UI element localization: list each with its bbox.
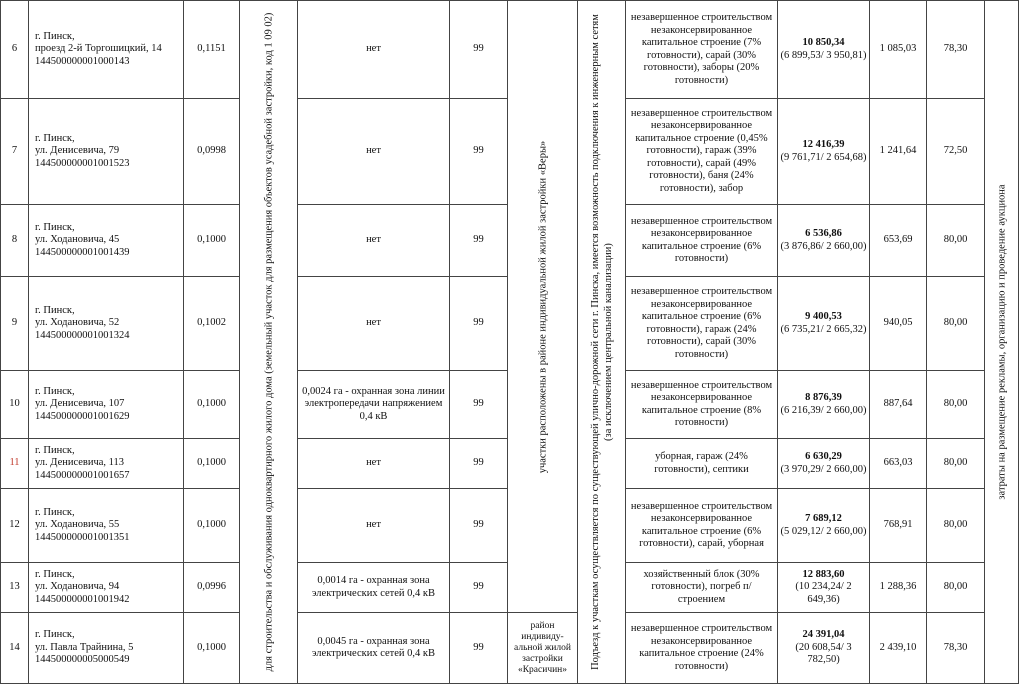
lot-deposit: 1 085,03 (870, 1, 927, 99)
lot-share: 99 (450, 439, 508, 489)
lot-description: хозяйственный блок (30% готовности), погреб п/строением (626, 563, 778, 613)
lot-number: 10 (1, 371, 29, 439)
lot-number: 6 (1, 1, 29, 99)
lot-description: незавершенное строительством незаконсервированное капитальное строение (7% готовности), сарай (30% готовности), заборы (20% готовности) (626, 1, 778, 99)
lot-deposit: 2 439,10 (870, 613, 927, 684)
lot-restrictions: 0,0014 га - охранная зона электрических сетей 0,4 кВ (298, 563, 450, 613)
lot-number: 8 (1, 205, 29, 277)
lot-price: 10 850,34 (6 899,53/ 3 950,81) (778, 1, 870, 99)
lot-description: уборная, гараж (24% готовности), септики (626, 439, 778, 489)
location-text: участки расположены в районе индивидуальной жилой застройки «Веры» (537, 140, 548, 473)
lot-description: незавершенное строительством незаконсервированное капитальное строение (0,45% готовности), гараж (39% готовности), сарай (49% готовности), баня (24% готовности), забор (626, 99, 778, 205)
access-cell (578, 1, 626, 684)
lot-fee: 78,30 (927, 613, 985, 684)
lot-description: незавершенное строительством незаконсервированное капитальное строение (6% готовности), гараж (24% готовности), сарай (30% готовности) (626, 277, 778, 371)
lot-fee: 80,00 (927, 439, 985, 489)
lot-number: 12 (1, 489, 29, 563)
lot-area: 0,1000 (184, 489, 240, 563)
purpose-cell (240, 1, 298, 684)
purpose-text: для строительства и обслуживания одноквартирного жилого дома (земельный участок для размещения объектов усадебной застройки, код 1 09 02) (263, 12, 274, 672)
lot-share: 99 (450, 205, 508, 277)
lot-deposit: 663,03 (870, 439, 927, 489)
lot-address: г. Пинск, ул. Павла Трайнина, 5 144500000005000549 (29, 613, 184, 684)
lot-deposit: 653,69 (870, 205, 927, 277)
location-cell (508, 1, 578, 613)
lot-deposit: 940,05 (870, 277, 927, 371)
lot-fee: 80,00 (927, 489, 985, 563)
lot-number: 11 (1, 439, 29, 489)
lot-deposit: 768,91 (870, 489, 927, 563)
lot-restrictions: нет (298, 1, 450, 99)
lot-fee: 80,00 (927, 205, 985, 277)
lot-area: 0,0998 (184, 99, 240, 205)
lot-restrictions: нет (298, 439, 450, 489)
table-row (1, 613, 1019, 684)
lot-area: 0,1000 (184, 371, 240, 439)
lot-description: незавершенное строительством незаконсервированное капитальное строение (8% готовности) (626, 371, 778, 439)
lot-restrictions: нет (298, 99, 450, 205)
lot-deposit: 1 241,64 (870, 99, 927, 205)
lot-fee: 78,30 (927, 1, 985, 99)
lot-fee: 80,00 (927, 371, 985, 439)
district-cell: район индивиду-альной жилой застройки «Красичин» (508, 613, 578, 684)
lot-number: 9 (1, 277, 29, 371)
lot-area: 0,1000 (184, 205, 240, 277)
lot-share: 99 (450, 277, 508, 371)
lot-fee: 72,50 (927, 99, 985, 205)
table-row (1, 1, 1019, 99)
lot-share: 99 (450, 1, 508, 99)
lot-deposit: 887,64 (870, 371, 927, 439)
lot-share: 99 (450, 563, 508, 613)
lot-share: 99 (450, 489, 508, 563)
lot-address: г. Пинск, ул. Ходановича, 45 144500000001001439 (29, 205, 184, 277)
lot-address: г. Пинск, ул. Денисевича, 113 144500000001001657 (29, 439, 184, 489)
lot-area: 0,0996 (184, 563, 240, 613)
lot-restrictions: 0,0024 га - охранная зона линии электропередачи напряжением 0,4 кВ (298, 371, 450, 439)
lot-address: г. Пинск, ул. Ходановича, 94 144500000001001942 (29, 563, 184, 613)
lot-price: 6 630,29 (3 970,29/ 2 660,00) (778, 439, 870, 489)
lot-address: г. Пинск, ул. Денисевича, 79 144500000001001523 (29, 99, 184, 205)
lot-price: 12 883,60 (10 234,24/ 2 649,36) (778, 563, 870, 613)
lot-restrictions: нет (298, 205, 450, 277)
lot-price: 12 416,39 (9 761,71/ 2 654,68) (778, 99, 870, 205)
lot-area: 0,1000 (184, 439, 240, 489)
lot-address: г. Пинск, ул. Денисевича, 107 144500000001001629 (29, 371, 184, 439)
lot-address: г. Пинск, ул. Ходановича, 52 144500000001001324 (29, 277, 184, 371)
lot-number: 13 (1, 563, 29, 613)
lot-number: 7 (1, 99, 29, 205)
lot-area: 0,1151 (184, 1, 240, 99)
lot-description: незавершенное строительством незаконсервированное капитальное строение (6% готовности) (626, 205, 778, 277)
costs-cell (985, 1, 1019, 684)
lot-area: 0,1002 (184, 277, 240, 371)
lot-address: г. Пинск, ул. Ходановича, 55 144500000001001351 (29, 489, 184, 563)
lot-price: 9 400,53 (6 735,21/ 2 665,32) (778, 277, 870, 371)
lot-restrictions: нет (298, 489, 450, 563)
lot-price: 8 876,39 (6 216,39/ 2 660,00) (778, 371, 870, 439)
lot-price: 6 536,86 (3 876,86/ 2 660,00) (778, 205, 870, 277)
lot-share: 99 (450, 613, 508, 684)
lot-share: 99 (450, 371, 508, 439)
lot-price: 24 391,04 (20 608,54/ 3 782,50) (778, 613, 870, 684)
lot-price: 7 689,12 (5 029,12/ 2 660,00) (778, 489, 870, 563)
costs-text: затраты на размещение рекламы, организацию и проведение аукциона (996, 184, 1007, 500)
lot-description: незавершенное строительством незаконсервированное капитальное строение (6% готовности), сарай, уборная (626, 489, 778, 563)
lot-address: г. Пинск, проезд 2-й Торгошицкий, 14 144500000001000143 (29, 1, 184, 99)
lot-number: 14 (1, 613, 29, 684)
lot-fee: 80,00 (927, 563, 985, 613)
lot-area: 0,1000 (184, 613, 240, 684)
lot-restrictions: нет (298, 277, 450, 371)
lot-restrictions: 0,0045 га - охранная зона электрических сетей 0,4 кВ (298, 613, 450, 684)
lot-share: 99 (450, 99, 508, 205)
lot-description: незавершенное строительством незаконсервированное капитальное строение (24% готовности) (626, 613, 778, 684)
lot-fee: 80,00 (927, 277, 985, 371)
lot-deposit: 1 288,36 (870, 563, 927, 613)
access-text: Подъезд к участкам осуществляется по существующей улично-дорожной сети г. Пинска, имеется возможность подключения к инженерным сетям (за исключением центральной канализации) (589, 14, 614, 670)
